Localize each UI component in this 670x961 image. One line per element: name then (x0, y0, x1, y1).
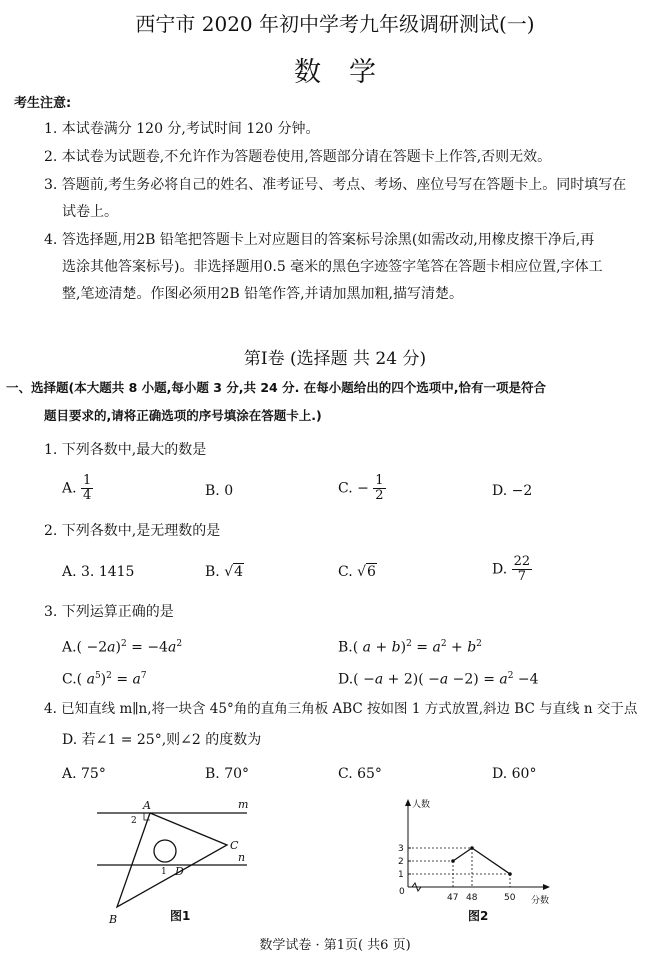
notice-item-3: 3. 答题前,考生务必将自己的姓名、准考证号、考点、考场、座位号写在答题卡上。同时填写在 (44, 177, 627, 193)
q4-option-b: B. 70° (205, 766, 250, 782)
figure2-caption: 图2 (468, 909, 489, 923)
label-n: n (238, 851, 246, 864)
q2-option-a: A. 3. 1415 (62, 564, 135, 580)
figure1-caption: 图1 (170, 909, 191, 923)
notice-item-3-cont: 试卷上。 (62, 204, 118, 220)
q2-option-b: B. √4 (205, 564, 244, 580)
notice-item-4: 4. 答选择题,用2B 铅笔把答题卡上对应题目的答案标号涂黑(如需改动,用橡皮擦干净后,再 (44, 232, 595, 248)
part1-heading-cont: 题目要求的,请将正确选项的序号填涂在答题卡上.) (44, 408, 322, 423)
subject-title: 数学 (294, 57, 404, 88)
y-axis-label: 人数 (412, 800, 431, 810)
x-tick-label: 48 (466, 893, 478, 903)
q2-option-c: C. √6 (338, 564, 376, 580)
q1-option-c: C. − $\frac{1}{2}$ (338, 473, 384, 503)
section-title: 第Ⅰ卷 (选择题 共 24 分) (243, 349, 427, 369)
x-tick-label: 47 (447, 893, 459, 903)
label-b: B (109, 913, 118, 926)
label-c: C (230, 839, 239, 852)
origin-label: 0 (399, 887, 405, 897)
data-point (470, 846, 474, 850)
label-a: A (143, 799, 151, 812)
q3-option-a: $A.( -2a)^2 = -4a^2$ (62, 639, 183, 656)
q4-option-d: D. 60° (492, 766, 537, 782)
exam-title: 西宁市 2020 年初中学考九年级调研测试(一) (135, 12, 535, 36)
x-axis-arrow (543, 884, 550, 890)
label-m: m (238, 798, 249, 811)
triangle-hole (154, 840, 176, 862)
series-line (453, 848, 510, 874)
q1-option-b: B. 0 (205, 483, 234, 499)
notice-item-4-cont2: 整,笔迹清楚。作图必须用2B 铅笔作答,并请加黑加粗,描写清楚。 (62, 286, 463, 302)
q1-stem: 1. 下列各数中,最大的数是 (44, 442, 207, 458)
notice-heading: 考生注意: (14, 96, 72, 111)
q3-stem: 3. 下列运算正确的是 (44, 604, 174, 620)
y-tick-label: 1 (398, 870, 404, 880)
angle-1-label: 1 (161, 867, 167, 877)
angle-2-label: 2 (131, 816, 137, 826)
q4-option-c: C. 65° (338, 766, 382, 782)
y-axis-arrow (405, 799, 411, 806)
q3-option-d: $D.( -a + 2)( -a -2) = a^2 -4$ (338, 671, 539, 688)
page-footer: 数学试卷 · 第1页( 共6 页) (259, 938, 411, 953)
q3-option-c: C.( $a^5)^2 = a^7$ (62, 671, 147, 688)
y-tick-label: 3 (398, 844, 404, 854)
data-point (451, 859, 455, 863)
notice-item-1: 1. 本试卷满分 120 分,考试时间 120 分钟。 (44, 121, 320, 137)
figure2-chart (388, 795, 563, 910)
q1-option-a: A. $\frac{1}{4}$ (62, 473, 92, 503)
q4-stem-cont: D. 若∠1 = 25°,则∠2 的度数为 (62, 732, 262, 748)
part1-heading: 一、选择题(本大题共 8 小题,每小题 3 分,共 24 分. 在每小题给出的四个选项中,恰有一项是符合 (6, 380, 546, 395)
y-tick-label: 2 (398, 857, 404, 867)
label-d: D (175, 865, 184, 878)
x-axis-label: 分数 (531, 896, 550, 906)
q4-option-a: A. 75° (62, 766, 106, 782)
q1-option-d: D. −2 (492, 483, 533, 499)
q3-option-b: B.( $a + b)^2 = a^2 + b^2$ (338, 639, 482, 656)
notice-item-2: 2. 本试卷为试题卷,不允许作为答题卷使用,答题部分请在答题卡上作答,否则无效。 (44, 149, 552, 165)
data-point (508, 872, 512, 876)
q2-stem: 2. 下列各数中,是无理数的是 (44, 523, 221, 539)
x-tick-label: 50 (504, 893, 516, 903)
notice-item-4-cont1: 选涂其他答案标号)。非选择题用0.5 毫米的黑色字迹签字笔答在答题卡相应位置,字体工 (62, 259, 603, 275)
q4-stem: 4. 已知直线 m∥n,将一块含 45°角的直角三角板 ABC 按如图 1 方式放置,斜边 BC 与直线 n 交于点 (44, 701, 638, 717)
q2-option-d: D. $\frac{22}{7}$ (492, 554, 531, 584)
